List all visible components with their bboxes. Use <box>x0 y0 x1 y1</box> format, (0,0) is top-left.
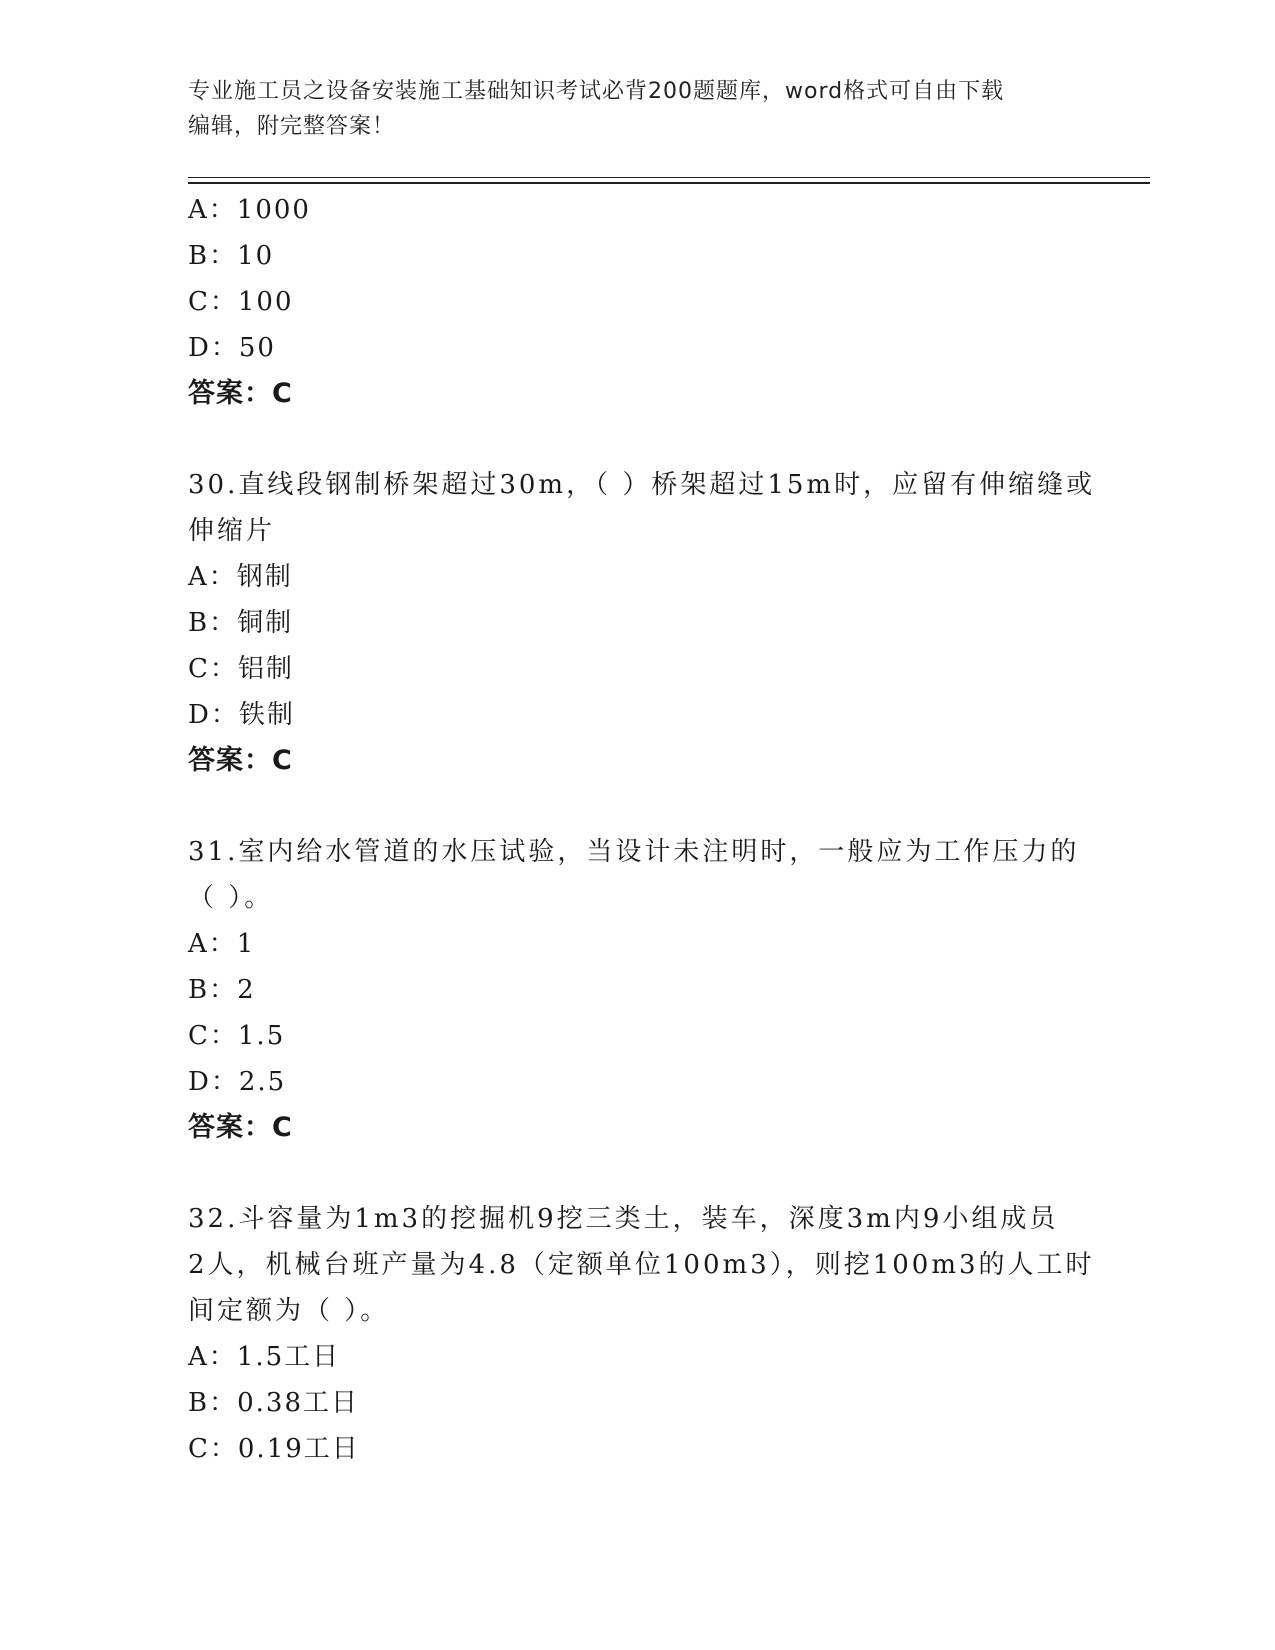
answer-label: 答案：C <box>188 378 293 409</box>
option-b: B：铜制 <box>188 608 294 638</box>
option-d: D：50 <box>188 333 276 363</box>
header-line-1: 专业施工员之设备安装施工基础知识考试必背200题题库，word格式可自由下载 <box>188 79 1005 104</box>
question-stem-cont: （ ）。 <box>188 883 274 913</box>
page-header <box>188 74 1068 144</box>
option-a: A：1.5工日 <box>188 1342 341 1372</box>
option-c: C：1.5 <box>188 1021 286 1051</box>
option-c: C：铝制 <box>188 654 294 684</box>
header-line-2: 编辑，附完整答案！ <box>188 114 396 139</box>
answer-label: 答案：C <box>188 745 293 776</box>
question-stem-cont: 伸缩片 <box>188 516 276 546</box>
option-c: C：0.19工日 <box>188 1434 360 1464</box>
header-divider-thick <box>188 182 1150 184</box>
question-stem-cont-2: 间定额为（ ）。 <box>188 1296 390 1326</box>
option-a: A：1 <box>188 929 256 959</box>
option-a: A：1000 <box>188 195 311 225</box>
option-b: B：2 <box>188 975 256 1005</box>
option-a: A：钢制 <box>188 562 293 592</box>
question-list <box>188 187 1096 1472</box>
option-d: D：铁制 <box>188 700 295 730</box>
question-stem-cont: 2人，机械台班产量为4.8（定额单位100m3），则挖100m3的人工时 <box>188 1250 1095 1280</box>
question-29 <box>188 187 1088 417</box>
answer-label: 答案：C <box>188 1112 293 1143</box>
question-stem: 31.室内给水管道的水压试验，当设计未注明时，一般应为工作压力的 <box>188 837 1080 867</box>
option-b: B：10 <box>188 241 275 271</box>
question-32 <box>188 1196 1095 1472</box>
question-stem: 32.斗容量为1m3的挖掘机9挖三类土，装车，深度3m内9小组成员 <box>188 1204 1059 1234</box>
question-30 <box>188 462 1096 784</box>
option-c: C：100 <box>188 287 294 317</box>
question-31 <box>188 829 1088 1151</box>
option-d: D：2.5 <box>188 1067 287 1097</box>
option-b: B：0.38工日 <box>188 1388 359 1418</box>
header-divider-thin <box>188 177 1150 178</box>
question-stem: 30.直线段钢制桥架超过30m，（ ）桥架超过15m时，应留有伸缩缝或 <box>188 470 1096 500</box>
